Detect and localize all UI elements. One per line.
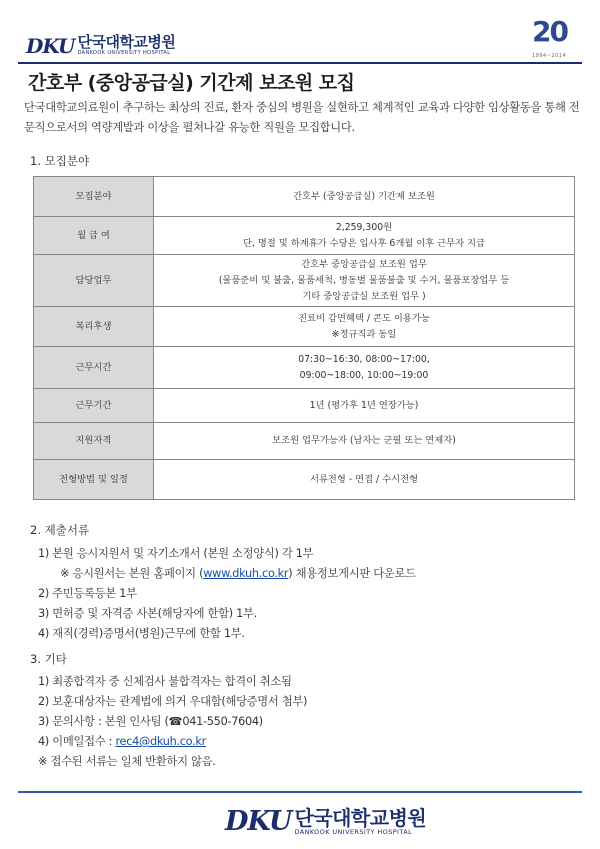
table-row [34,347,575,389]
row-label: 지원자격 [34,423,154,460]
row-label: 복리후생 [34,307,154,347]
row-label: 전형방법 및 일정 [34,460,154,500]
row-value [154,255,575,307]
misc-item-1: 1) 최종합격자 중 신체검사 불합격자는 합격이 취소됨 [38,675,292,688]
footer-divider [18,791,582,793]
table-row [34,307,575,347]
doc-item-1: 1) 본원 응시지원서 및 자기소개서 (본원 소정양식) 각 1부 [38,547,314,560]
table-row [34,177,575,217]
row-value-line: 07:30~16:30, 08:00~17:00, [298,353,430,365]
row-value-line: (물품준비 및 불출, 물품세척, 병동별 물품불출 및 수거, 물품포장업무 등 [218,274,510,286]
email-link[interactable]: rec4@dkuh.co.kr [115,735,206,748]
doc-item-4: 4) 재직(경력)증명서(병원)근무에 한함 1부. [38,627,245,640]
section2-heading: 2. 제출서류 [30,523,90,537]
recruitment-table [33,176,575,500]
row-label: 월 급 여 [34,217,154,255]
doc-item-3: 3) 면허증 및 자격증 사본(해당자에 한함) 1부. [38,607,257,620]
row-label: 근무기간 [34,389,154,423]
row-value [154,389,575,423]
row-value-line: 1년 (평가후 1년 연장가능) [309,399,419,411]
logo-mark: DKU [26,34,75,58]
homepage-link[interactable]: www.dkuh.co.kr [203,567,289,580]
section1-heading: 1. 모집분야 [30,154,90,168]
row-value-line: ※정규직과 동일 [331,328,397,340]
row-value-line: 간호부 중앙공급실 보조원 업무 [301,258,427,270]
row-value [154,423,575,460]
download-note: ※ 응시원서는 본원 홈페이지 (www.dkuh.co.kr) 채용정보게시판 다운로드 [60,567,416,580]
table-row [34,217,575,255]
logo-name-en: DANKOOK UNIVERSITY HOSPITAL [77,50,171,56]
page-title: 간호부 (중앙공급실) 기간제 보조원 모집 [28,72,355,94]
return-note: ※ 접수된 서류는 일체 반환하지 않음. [38,755,216,768]
row-value-line: 서류전형 - 면접 / 수시전형 [309,473,419,485]
table-row [34,255,575,307]
row-value [154,217,575,255]
misc-item-4: 4) 이메일접수 : rec4@dkuh.co.kr [38,735,206,748]
row-label: 모집분야 [34,177,154,217]
row-value-line: 단, 명절 및 하계휴가 수당은 입사후 6개월 이후 근무자 지급 [242,237,486,249]
doc-item-2: 2) 주민등록등본 1부 [38,587,137,600]
footer-logo [225,806,426,837]
row-value-line: 진료비 감면혜택 / 콘도 이용가능 [298,312,430,324]
table-row [34,389,575,423]
row-value-line: 2,259,300원 [335,221,393,233]
row-value-line: 보조원 업무가능자 (남자는 군필 또는 면제자) [272,435,456,446]
section3-heading: 3. 기타 [30,652,67,666]
footer-logo-name-en: DANKOOK UNIVERSITY HOSPITAL [294,827,413,836]
logo-name: 단국대학교병원 [77,33,176,51]
row-value-line: 간호부 (중앙공급실) 기간제 보조원 [293,190,435,202]
footer-logo-name: 단국대학교병원 [294,805,427,830]
row-label: 근무시간 [34,347,154,389]
table-row [34,423,575,460]
anniversary-years: 1994~2014 [532,53,567,59]
row-value [154,460,575,500]
intro-paragraph: 단국대학교의료원이 추구하는 최상의 진료, 환자 중심의 병원을 실현하고 체계적인 교육과 다양한 임상활동을 통해 전문직으로서의 역량계발과 이상을 펼쳐나갈 유능한 직원을 모집합니다. [24,101,580,134]
hospital-logo [26,34,175,58]
row-value [154,347,575,389]
row-value [154,177,575,217]
anniversary-number: 20 [532,15,567,48]
misc-item-3: 3) 문의사항 : 본원 인사팀 (☎041-550-7604) [38,715,263,728]
row-label: 담당업무 [34,255,154,307]
header-divider [18,62,582,64]
footer-logo-mark: DKU [225,806,292,837]
anniversary-emblem [532,15,588,61]
row-value [154,307,575,347]
table-row [34,460,575,500]
header [0,0,600,78]
misc-item-2: 2) 보훈대상자는 관계법에 의거 우대함(해당증명서 첨부) [38,695,308,708]
row-value-line: 09:00~18:00, 10:00~19:00 [299,369,429,381]
row-value-line: 기타 중앙공급실 보조원 업무 ) [302,290,426,302]
